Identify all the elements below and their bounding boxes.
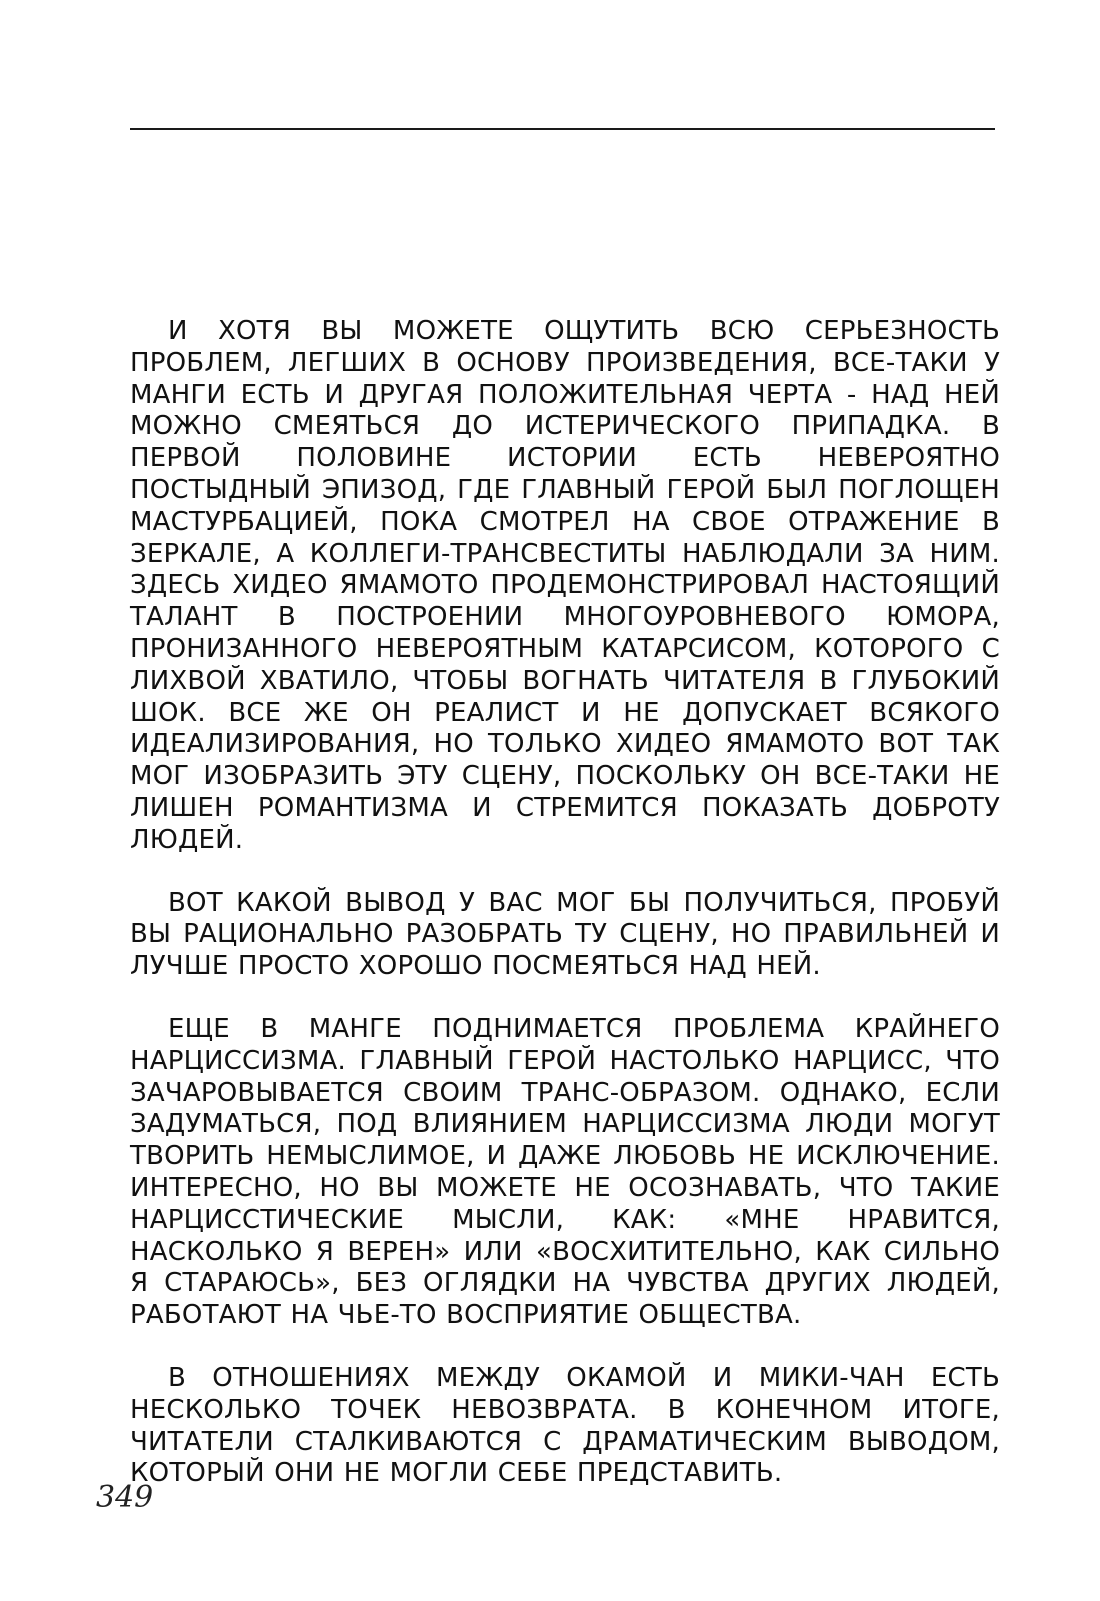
paragraph-4: В ОТНОШЕНИЯХ МЕЖДУ ОКАМОЙ И МИКИ-ЧАН ЕСТЬ НЕСКОЛЬКО ТОЧЕК НЕВОЗВРАТА. В КОНЕЧНОМ ИТОГЕ, ЧИТАТЕЛИ СТАЛКИВАЮТСЯ С ДРАМАТИЧЕСКИМ ВЫВОДОМ, КОТОРЫЙ ОНИ НЕ МОГЛИ СЕБЕ ПРЕДСТАВИТЬ. <box>130 1362 1000 1489</box>
body-text <box>130 316 1000 1490</box>
page-number: 349 <box>96 1480 154 1515</box>
paragraph-2: ВОТ КАКОЙ ВЫВОД У ВАС МОГ БЫ ПОЛУЧИТЬСЯ, ПРОБУЙ ВЫ РАЦИОНАЛЬНО РАЗОБРАТЬ ТУ СЦЕНУ, НО ПРАВИЛЬНЕЙ И ЛУЧШЕ ПРОСТО ХОРОШО ПОСМЕЯТЬСЯ НАД НЕЙ. <box>130 887 1000 982</box>
paragraph-3: ЕЩЕ В МАНГЕ ПОДНИМАЕТСЯ ПРОБЛЕМА КРАЙНЕГО НАРЦИССИЗМА. ГЛАВНЫЙ ГЕРОЙ НАСТОЛЬКО НАРЦИСС, ЧТО ЗАЧАРОВЫВАЕТСЯ СВОИМ ТРАНС-ОБРАЗОМ. ОДНАКО, ЕСЛИ ЗАДУМАТЬСЯ, ПОД ВЛИЯНИЕМ НАРЦИССИЗМА ЛЮДИ МОГУТ ТВОРИТЬ НЕМЫСЛИМОЕ, И ДАЖЕ ЛЮБОВЬ НЕ ИСКЛЮЧЕНИЕ. ИНТЕРЕСНО, НО ВЫ МОЖЕТЕ НЕ ОСОЗНАВАТЬ, ЧТО ТАКИЕ НАРЦИССТИЧЕСКИЕ МЫСЛИ, КАК: «МНЕ НРАВИТСЯ, НАСКОЛЬКО Я ВЕРЕН» ИЛИ «ВОСХИТИТЕЛЬНО, КАК СИЛЬНО Я СТАРАЮСЬ», БЕЗ ОГЛЯДКИ НА ЧУВСТВА ДРУГИХ ЛЮДЕЙ, РАБОТАЮТ НА ЧЬЕ-ТО ВОСПРИЯТИЕ ОБЩЕСТВА. <box>130 1013 1000 1331</box>
paragraph-1: И ХОТЯ ВЫ МОЖЕТЕ ОЩУТИТЬ ВСЮ СЕРЬЕЗНОСТЬ ПРОБЛЕМ, ЛЕГШИХ В ОСНОВУ ПРОИЗВЕДЕНИЯ, ВСЕ-ТАКИ У МАНГИ ЕСТЬ И ДРУГАЯ ПОЛОЖИТЕЛЬНАЯ ЧЕРТА - НАД НЕЙ МОЖНО СМЕЯТЬСЯ ДО ИСТЕРИЧЕСКОГО ПРИПАДКА. В ПЕРВОЙ ПОЛОВИНЕ ИСТОРИИ ЕСТЬ НЕВЕРОЯТНО ПОСТЫДНЫЙ ЭПИЗОД, ГДЕ ГЛАВНЫЙ ГЕРОЙ БЫЛ ПОГЛОЩЕН МАСТУРБАЦИЕЙ, ПОКА СМОТРЕЛ НА СВОЕ ОТРАЖЕНИЕ В ЗЕРКАЛЕ, А КОЛЛЕГИ-ТРАНСВЕСТИТЫ НАБЛЮДАЛИ ЗА НИМ. ЗДЕСЬ ХИДЕО ЯМАМОТО ПРОДЕМОНСТРИРОВАЛ НАСТОЯЩИЙ ТАЛАНТ В ПОСТРОЕНИИ МНОГОУРОВНЕВОГО ЮМОРА, ПРОНИЗАННОГО НЕВЕРОЯТНЫМ КАТАРСИСОМ, КОТОРОГО С ЛИХВОЙ ХВАТИЛО, ЧТОБЫ ВОГНАТЬ ЧИТАТЕЛЯ В ГЛУБОКИЙ ШОК. ВСЕ ЖЕ ОН РЕАЛИСТ И НЕ ДОПУСКАЕТ ВСЯКОГО ИДЕАЛИЗИРОВАНИЯ, НО ТОЛЬКО ХИДЕО ЯМАМОТО ВОТ ТАК МОГ ИЗОБРАЗИТЬ ЭТУ СЦЕНУ, ПОСКОЛЬКУ ОН ВСЕ-ТАКИ НЕ ЛИШЕН РОМАНТИЗМА И СТРЕМИТСЯ ПОКАЗАТЬ ДОБРОТУ ЛЮДЕЙ. <box>130 316 1000 855</box>
header-rule <box>130 128 995 130</box>
